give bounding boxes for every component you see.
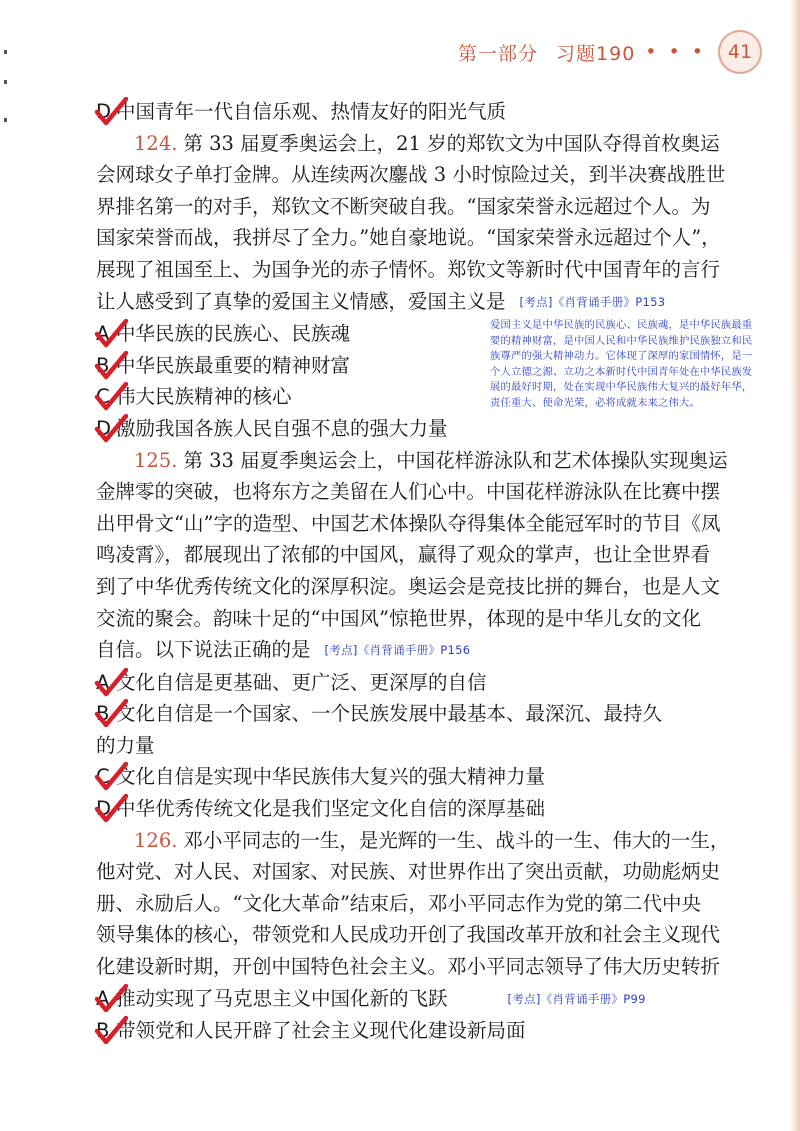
question-line: 册、永励后人。“文化大革命”结束后，邓小平同志作为党的第二代中央: [96, 891, 701, 915]
question-126: [96, 825, 730, 1047]
option-d: [96, 793, 726, 825]
question-number: 124.: [134, 131, 178, 155]
option-text: 推动实现了马克思主义中国化新的飞跃: [116, 986, 448, 1010]
question-number: 126.: [134, 828, 178, 852]
option-letter: B: [96, 1019, 110, 1043]
option-letter: D: [96, 797, 112, 821]
question-text: 第 33 届夏季奥运会上，中国花样游泳队和艺术体操队实现奥运: [183, 448, 728, 472]
question-line: 会网球女子单打金牌。从连续两次鏖战 3 小时惊险过关，到半决赛战胜世: [96, 163, 726, 187]
question-line: [96, 128, 726, 160]
option-text: 中华民族最重要的精神财富: [116, 353, 351, 377]
page-content: [96, 96, 730, 1047]
kaodian-reference: [考点]《肖背诵手册》P153: [519, 294, 666, 309]
question-text: 第 33 届夏季奥运会上，21 岁的郑钦文为中国队夺得首枚奥运: [183, 131, 720, 155]
question-line: [96, 445, 726, 477]
edge-mark: [4, 50, 7, 54]
question-line: 交流的聚会。韵味十足的“中国风”惊艳世界，体现的是中华儿女的文化: [96, 606, 701, 630]
question-line: 到了中华优秀传统文化的深厚积淀。奥运会是竞技比拼的舞台，也是人文: [96, 574, 721, 598]
option-text: 中华优秀传统文化是我们坚定文化自信的深厚基础: [116, 797, 546, 821]
option-text: 激励我国各族人民自强不息的强大力量: [116, 416, 448, 440]
question-line: [96, 286, 726, 319]
option-letter: C: [96, 765, 110, 789]
option-letter: C: [96, 385, 110, 409]
question-line: 化建设新时期，开创中国特色社会主义。邓小平同志领导了伟大历史转折: [96, 955, 721, 979]
option-prev-d: [96, 96, 726, 128]
edge-mark: [4, 118, 7, 122]
kaodian-reference: [考点]《肖背诵手册》P156: [324, 643, 471, 658]
question-line: 鸣凌霄》，都展现出了浓郁的中国风，赢得了观众的掌声，也让全世界看: [96, 543, 711, 567]
question-text: 自信。以下说法正确的是: [96, 638, 311, 662]
question-line: 国家荣誉而战，我拼尽了全力。”她自豪地说。“国家荣誉永远超过个人”，: [96, 226, 721, 250]
option-letter: A: [96, 986, 110, 1010]
question-text: 让人感受到了真挚的爱国主义情感，爱国主义是: [96, 289, 506, 313]
option-text: 文化自信是一个国家、一个民族发展中最基本、最深沉、最持久: [116, 702, 663, 726]
page-edge-stripe: [790, 0, 800, 1131]
question-line: 金牌零的突破，也将东方之美留在人们心中。中国花样游泳队在比赛中摆: [96, 480, 721, 504]
question-line: 领导集体的核心，带领党和人民成功开创了我国改革开放和社会主义现代: [96, 923, 721, 947]
question-line: [96, 825, 730, 857]
option-letter: D: [96, 100, 112, 123]
question-line: 界排名第一的对手，郑钦文不断突破自我。“国家荣誉永远超过个人。为: [96, 194, 711, 218]
option-text: 文化自信是更基础、更广泛、更深厚的自信: [116, 670, 487, 694]
question-line: 出甲骨文“山”字的造型、中国艺术体操队夺得集体全能冠军时的节目《凤: [96, 511, 721, 535]
header-dots: • • •: [645, 41, 706, 63]
page-number: 41: [718, 30, 762, 74]
kaodian-reference: [考点]《肖背诵手册》P99: [507, 991, 646, 1006]
section-title: 第一部分: [458, 42, 539, 65]
option-text: 中国青年一代自信乐观、热情友好的阳光气质: [116, 100, 507, 123]
question-line: 展现了祖国至上、为国争光的赤子情怀。郑钦文等新时代中国青年的言行: [96, 257, 721, 281]
option-a: [96, 983, 726, 1016]
page-header: [458, 30, 762, 74]
question-number: 125.: [134, 448, 178, 472]
option-c: [96, 761, 726, 793]
option-continuation: 的力量: [96, 733, 155, 757]
section-subtitle: 习题190: [556, 42, 636, 65]
option-b: [96, 698, 726, 730]
option-d: [96, 413, 726, 445]
option-letter: B: [96, 353, 110, 377]
question-line: [96, 634, 726, 667]
question-125: [96, 445, 726, 825]
handwritten-note: 爱国主义是中华民族的民族心、民族魂，是中华民族最重要的精神财富，是中国人民和中华民族维护民族独立和民族尊严的强大精神动力。它体现了深厚的家国情怀，是一个人立德之源、立功之本新时代中国青年处在中华民族发展的最好时期，处在实现中华民族伟大复兴的最好年华，责任重大、使命光荣，必将成就未来之伟大。: [490, 319, 753, 409]
option-b: [96, 1015, 726, 1047]
question-text: 邓小平同志的一生，是光辉的一生、战斗的一生、伟大的一生，: [183, 828, 730, 852]
option-a: [96, 667, 726, 699]
option-letter: A: [96, 322, 110, 346]
option-text: 中华民族的民族心、民族魂: [116, 322, 351, 346]
option-text: 伟大民族精神的核心: [116, 385, 292, 409]
option-letter: B: [96, 702, 110, 726]
option-letter: A: [96, 670, 110, 694]
option-text: 文化自信是实现中华民族伟大复兴的强大精神力量: [116, 765, 546, 789]
option-text: 带领党和人民开辟了社会主义现代化建设新局面: [116, 1019, 526, 1043]
edge-mark: [4, 80, 7, 84]
option-letter: D: [96, 416, 112, 440]
question-line: 他对党、对人民、对国家、对民族、对世界作出了突出贡献，功勋彪炳史: [96, 860, 721, 884]
